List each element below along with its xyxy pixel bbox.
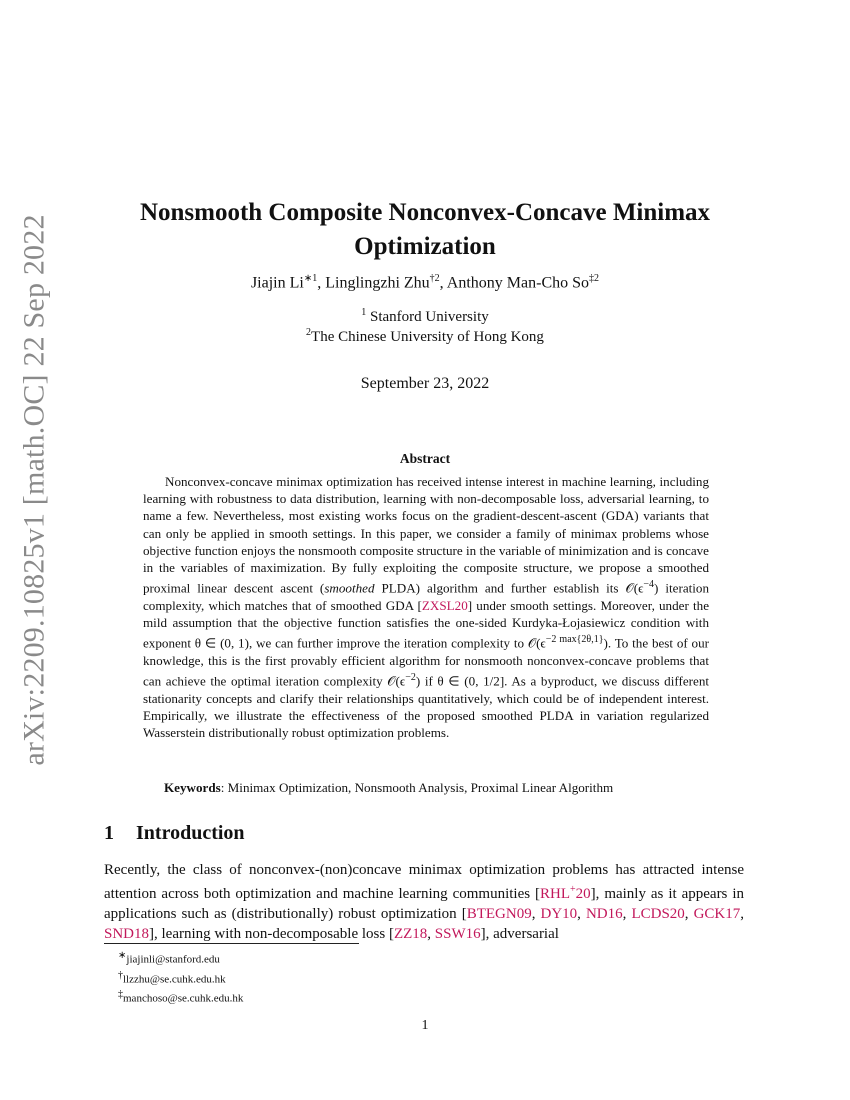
affiliation-name: Stanford University [370,309,489,325]
citation-link[interactable]: ZZ18 [393,926,428,942]
citation-link[interactable]: LCDS20 [631,906,685,922]
author-list: Jiajin $Li^{∗1}$, Linglingzhi Zhu$^{\dagger 2}$, Anthony Man-Cho So$^{\ddagger 2}$ [250,273,600,292]
footnotes [118,948,243,1007]
arxiv-identifier-text: arXiv:2209.10825v1 [math.OC] 22 Sep 2022 [18,214,51,766]
citation-link[interactable]: DY10 [540,906,578,922]
footnote-email: manchoso@se.cuhk.edu.hk [123,992,244,1005]
citation-link[interactable]: GCK17 [693,906,741,922]
author-mark: ‡2 [589,273,600,284]
affiliation-mark: 1 [361,307,367,318]
citation-link[interactable]: SND18 [104,926,150,942]
footnote [118,948,243,968]
keywords-text: : Minimax Optimization, Nonsmooth Analysis, Proximal Linear Algorithm [220,780,614,795]
introduction-paragraph: Recently, the class of nonconvex-(non)concave minimax optimization problems has attracted intense attention across both optimization and machine learning communities [RHL+20], mainly as it appears in applications such as (distributionally) robust optimization [BTEGN09, DY10, ND16, LCDS20, GCK17, SND18], learning with non-decomposable loss [ZZ18, SSW16], adversarial [104,862,744,942]
keywords [164,780,613,796]
footnote-email: llzzhu@se.cuhk.edu.hk [123,973,226,986]
page-number: 1 [421,1018,429,1033]
section-heading [104,822,245,845]
footnote [118,987,243,1007]
footnote-email: jiajinli@stanford.edu [126,953,220,966]
paper-title: Nonsmooth Composite Nonconvex-Concave Minimax Optimization [139,199,711,260]
publication-date: September 23, 2022 [360,375,490,392]
author-name: Linglingzhi Zhu [325,274,430,292]
author-mark: †2 [429,273,440,284]
citation-link[interactable]: ND16 [585,906,623,922]
footnote-mark: ∗ [118,950,127,961]
affiliation-mark: 2 [306,327,312,338]
footnote-mark: † [118,969,123,981]
section-title: Introduction [136,822,245,844]
section-number: 1 [104,822,114,844]
abstract-heading: Abstract [399,451,451,466]
footnote-divider [104,943,359,944]
author-name: Jiajin Li [250,274,304,292]
citation-link[interactable]: ZXSL20 [421,597,468,613]
abstract-text: Nonconvex-concave minimax optimization has received intense interest in machine learning, including learning with robustness to data distribution, learning with non-decomposable loss, adversarial learning, to name a few. Nevertheless, most existing works focus on the gradient-descent-ascent (GDA) variants that can only be applied in smooth settings. In this paper, we consider a family of minimax problems whose objective function enjoys the nonsmooth composite structure in the variable of minimization and is concave in the variables of maximization. By fully exploiting the composite structure, we propose a smoothed proximal linear descent ascent (smoothed PLDA) algorithm and further establish its $𝒪(\epsilon^{-4})$ iteration complexity, which matches that of smoothed GDA [ZXSL20] under smooth settings. Moreover, under the mild assumption that the objective function satisfies the one-sided Kurdyka-Łojasiewicz condition with exponent θ ∈ (0, 1), we can further improve the iteration complexity to $𝒪(\epsilon^{-2 max\{2\theta,1\}})$. To the best of our knowledge, this is the first provably efficient algorithm for nonsmooth nonconvex-concave problems that can achieve the optimal iteration complexity $𝒪(\epsilon^{-2})$ if θ ∈ (0, 1/2]. As a byproduct, we discuss different stationarity concepts and clarify their relationships quantitatively, which could be of independent interest. Empirically, we illustrate the effectiveness of the proposed smoothed PLDA in variation regularized Wasserstein distributionally robust optimization problems. [143,474,710,740]
footnote [118,968,243,988]
citation-link[interactable]: RHL+20 [540,884,591,902]
emphasis: smoothed [324,580,375,596]
affiliation [140,327,710,346]
keywords-label: Keywords [164,780,221,795]
arxiv-identifier [14,214,56,766]
footnote-mark: ‡ [118,989,123,1001]
citation-link[interactable]: SSW16 [434,926,481,942]
affiliation-name: The Chinese University of Hong Kong [311,329,544,345]
citation-link[interactable]: BTEGN09 [466,906,532,922]
author-mark: ∗1 [303,273,318,284]
author-name: Anthony Man-Cho So [446,274,590,292]
affiliation [140,307,710,326]
